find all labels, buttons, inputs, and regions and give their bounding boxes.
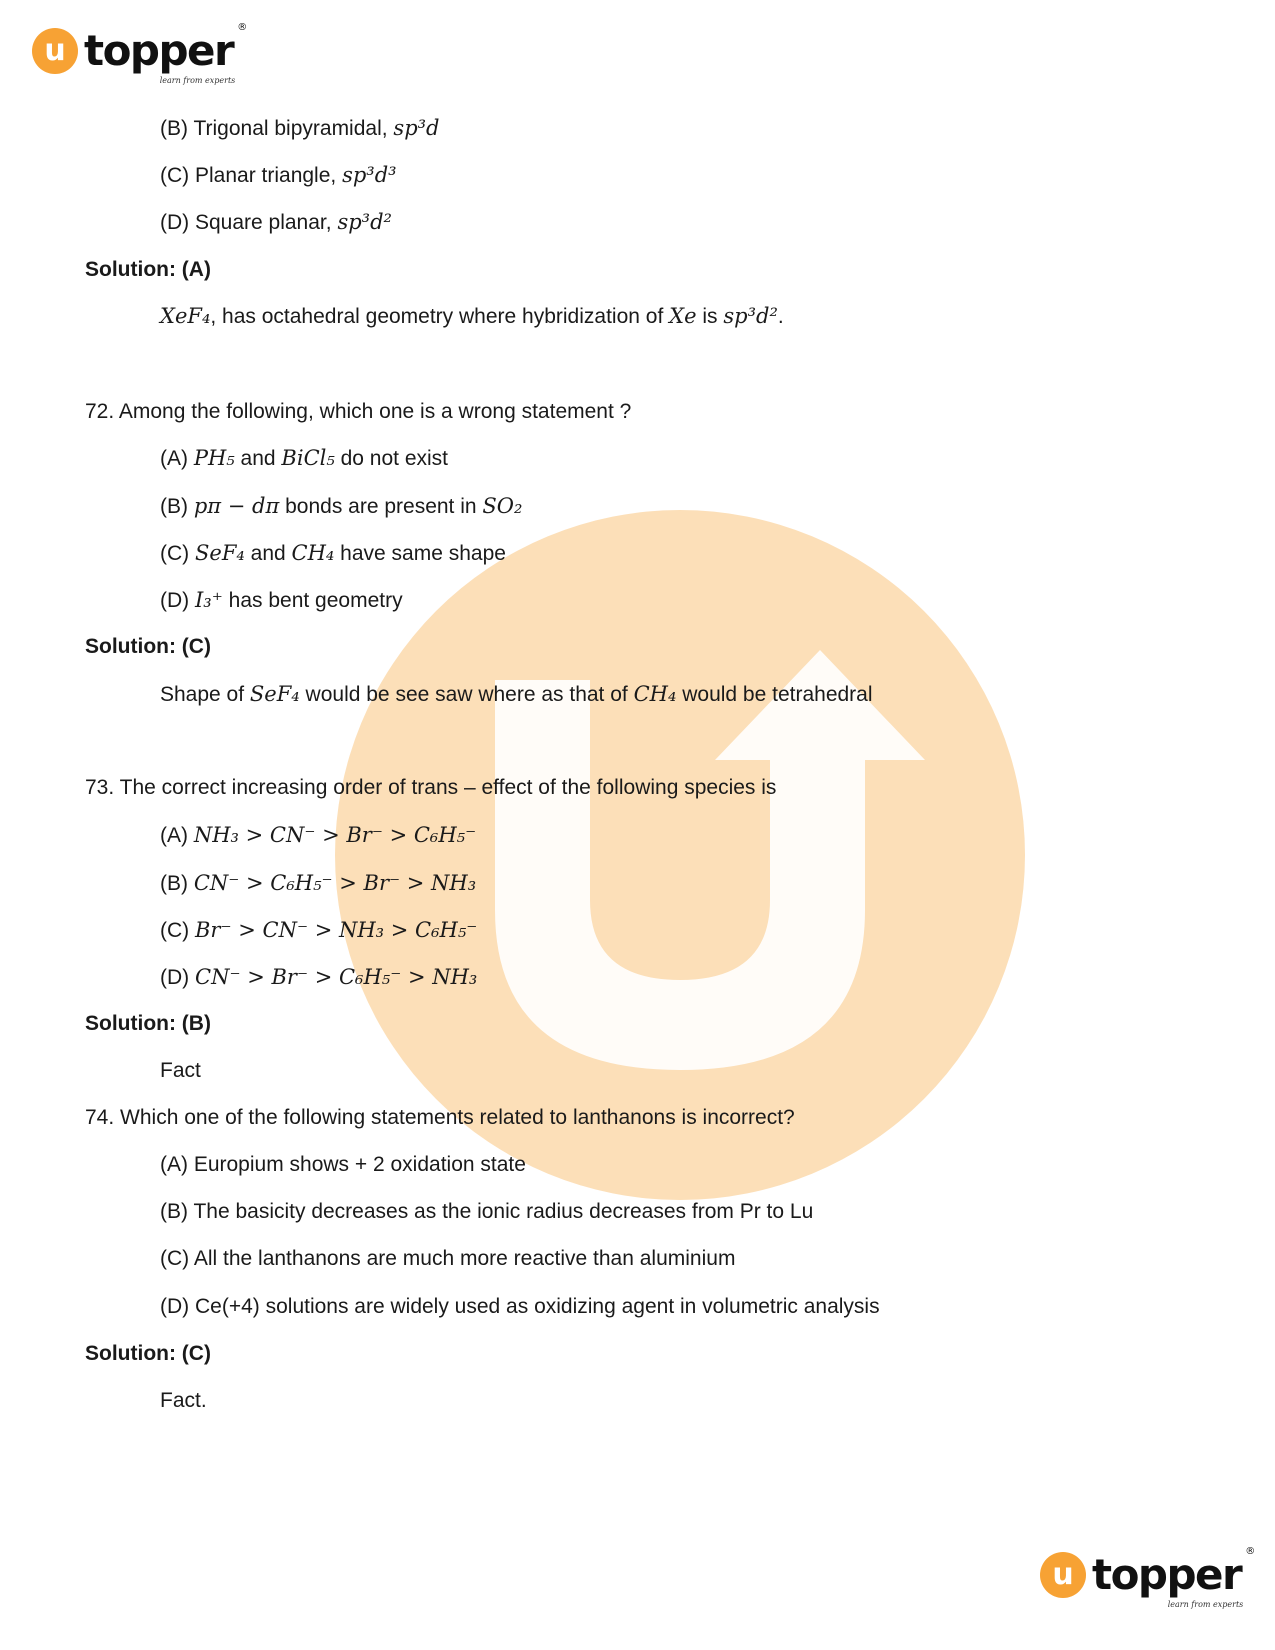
solution-label-73: Solution: (B) <box>85 1012 211 1035</box>
logo-badge-icon: u <box>1040 1552 1086 1598</box>
q73-option-a: (A) NH₃ > CN⁻ > Br⁻ > C₆H₅⁻ <box>160 823 477 847</box>
solution-label-74: Solution: (C) <box>85 1342 211 1365</box>
solution-label-72: Solution: (C) <box>85 635 211 658</box>
solution-text-71: XeF₄, has octahedral geometry where hybridization of Xe is sp³d². <box>160 304 784 328</box>
option-d-prev: (D) Square planar, sp³d² <box>160 210 392 234</box>
option-c-prev: (C) Planar triangle, sp³d³ <box>160 163 397 187</box>
solution-label-71: Solution: (A) <box>85 258 211 281</box>
brand-logo-bottom <box>1040 1546 1256 1609</box>
q73-option-b: (B) CN⁻ > C₆H₅⁻ > Br⁻ > NH₃ <box>160 871 477 895</box>
q73-option-d: (D) CN⁻ > Br⁻ > C₆H₅⁻ > NH₃ <box>160 965 478 989</box>
brand-logo-top <box>32 22 248 85</box>
q74-option-a: (A) Europium shows + 2 oxidation state <box>160 1153 526 1176</box>
option-b-prev: (B) Trigonal bipyramidal, sp³d <box>160 116 440 140</box>
q73-option-c: (C) Br⁻ > CN⁻ > NH₃ > C₆H₅⁻ <box>160 918 478 942</box>
question-73: 73. The correct increasing order of trans – effect of the following species is <box>85 776 777 799</box>
brand-name: topper ® learn from experts <box>84 22 248 85</box>
q72-option-b: (B) pπ − dπ bonds are present in SO₂ <box>160 494 523 518</box>
question-74: 74. Which one of the following statements related to lanthanons is incorrect? <box>85 1106 795 1129</box>
q74-option-d: (D) Ce(+4) solutions are widely used as oxidizing agent in volumetric analysis <box>160 1295 880 1318</box>
question-72: 72. Among the following, which one is a wrong statement ? <box>85 400 632 423</box>
q72-option-d: (D) I₃⁺ has bent geometry <box>160 588 403 612</box>
solution-text-73: Fact <box>160 1059 201 1082</box>
logo-badge-icon: u <box>32 28 78 74</box>
watermark-logo <box>335 510 1025 1200</box>
q72-option-c: (C) SeF₄ and CH₄ have same shape <box>160 541 506 565</box>
brand-name: topper ® learn from experts <box>1092 1546 1256 1609</box>
solution-text-74: Fact. <box>160 1389 207 1412</box>
q74-option-b: (B) The basicity decreases as the ionic radius decreases from Pr to Lu <box>160 1200 814 1223</box>
solution-text-72: Shape of SeF₄ would be see saw where as that of CH₄ would be tetrahedral <box>160 682 873 706</box>
q74-option-c: (C) All the lanthanons are much more reactive than aluminium <box>160 1247 736 1270</box>
q72-option-a: (A) PH₅ and BiCl₅ do not exist <box>160 446 449 470</box>
